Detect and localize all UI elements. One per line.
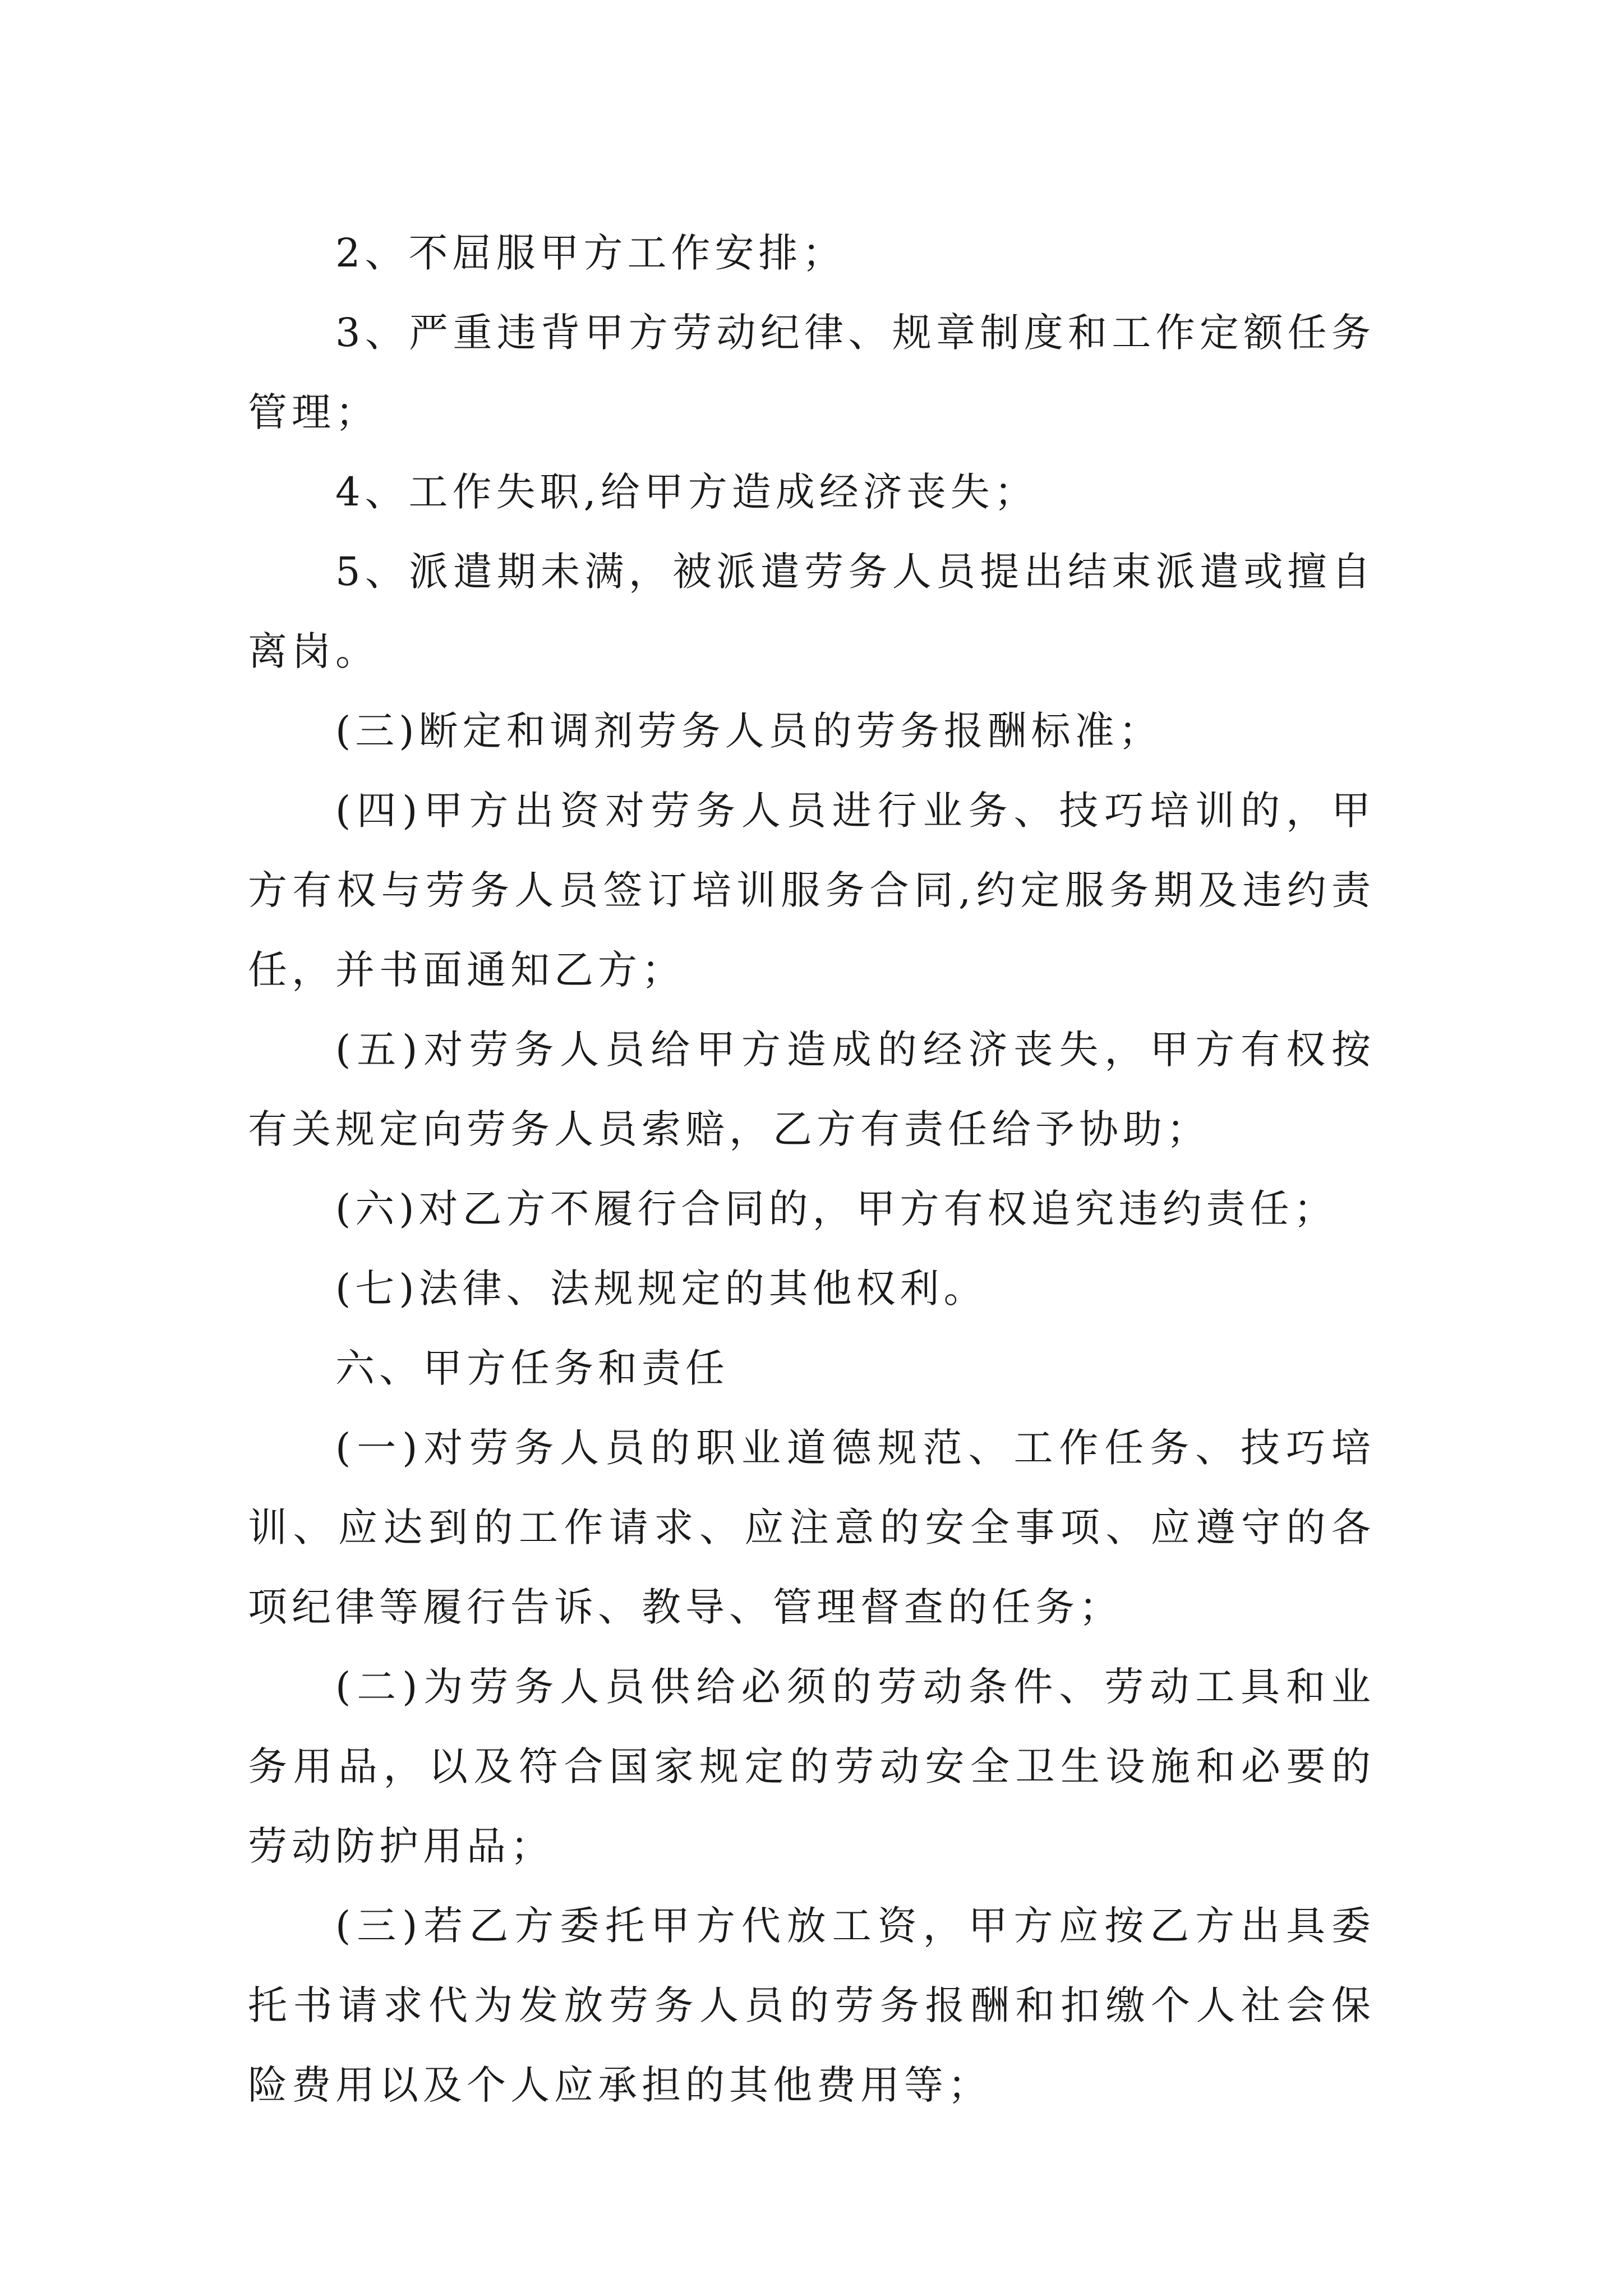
paragraph-clause-4: (四)甲方出资对劳务人员进行业务、技巧培训的，甲方有权与劳务人员签订培训服务合同,约定服务期及违约责任，并书面通知乙方； [248,788,1375,993]
paragraph-duty-2: (二)为劳务人员供给必须的劳动条件、劳动工具和业务用品，以及符合国家规定的劳动安全卫生设施和必要的劳动防护用品； [248,1664,1375,1869]
paragraph-item-4: 4、工作失职,给甲方造成经济丧失； [335,469,1038,515]
paragraph-clause-3: (三)断定和调剂劳务人员的劳务报酬标准； [335,708,1163,754]
paragraph-clause-5: (五)对劳务人员给甲方造成的经济丧失，甲方有权按有关规定向劳务人员索赔，乙方有责任给予协助； [248,1027,1375,1152]
document-body [248,213,1375,2125]
paragraph-duty-1: (一)对劳务人员的职业道德规范、工作任务、技巧培训、应达到的工作请求、应注意的安全事项、应遵守的各项纪律等履行告诉、教导、管理督查的任务； [248,1425,1375,1630]
paragraph-clause-6: (六)对乙方不履行合同的，甲方有权追究违约责任； [335,1186,1338,1232]
paragraph-duty-3: (三)若乙方委托甲方代放工资，甲方应按乙方出具委托书请求代为发放劳务人员的劳务报酬和扣缴个人社会保险费用以及个人应承担的其他费用等； [248,1903,1375,2108]
paragraph-item-2: 2、不屈服甲方工作安排； [335,230,846,276]
paragraph-clause-7: (七)法律、法规规定的其他权利。 [335,1266,988,1312]
section-heading-6: 六、甲方任务和责任 [335,1345,729,1391]
paragraph-item-3: 3、严重违背甲方劳动纪律、规章制度和工作定额任务管理； [248,310,1375,435]
paragraph-item-5: 5、派遣期未满，被派遣劳务人员提出结束派遣或擅自离岗。 [248,549,1375,674]
